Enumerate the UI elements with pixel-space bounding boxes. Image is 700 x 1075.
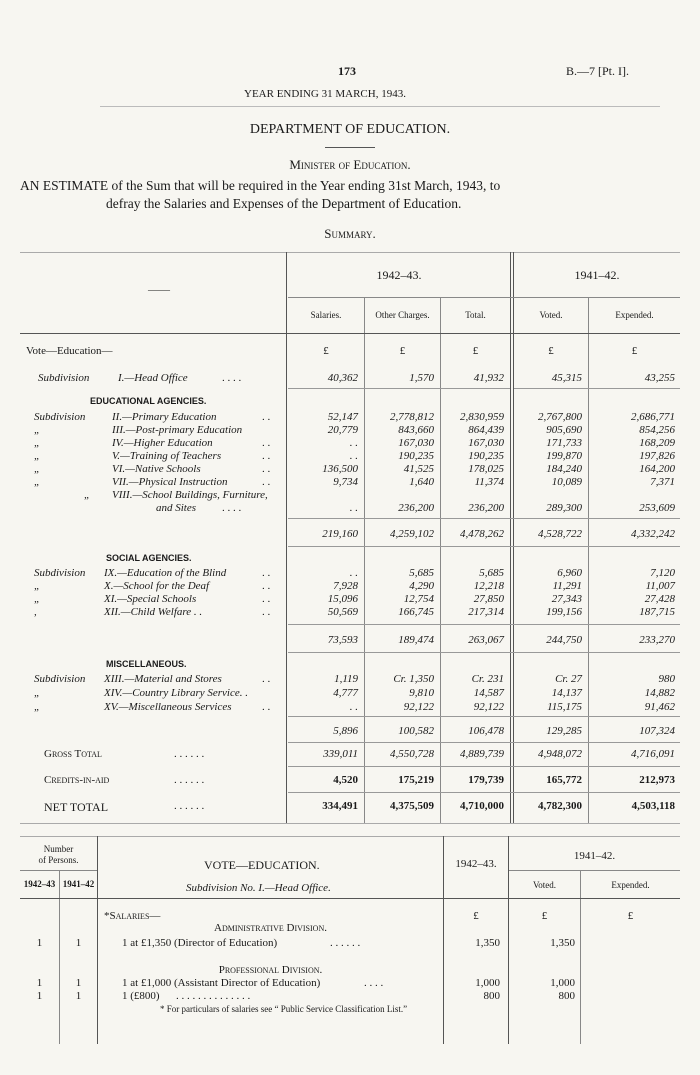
footnote: * For particulars of salaries see “ Public Service Classification List.”: [160, 1004, 408, 1014]
vote-pound-voted: £: [541, 910, 548, 922]
credits-total: 179,739: [468, 774, 504, 786]
row-dots: . .: [262, 567, 271, 579]
social-subtotal-expended: 233,270: [639, 634, 675, 646]
number-label: Number: [43, 844, 74, 854]
gross-total: 4,889,739: [460, 748, 504, 760]
head-office-dots: . . . .: [222, 372, 242, 384]
prof-n1: 1: [36, 990, 43, 1002]
net-salaries: 334,491: [322, 800, 358, 812]
prof-dots: . . . .: [364, 977, 384, 989]
edu-viii-expended: 253,609: [639, 502, 675, 514]
row-total: 217,314: [468, 606, 504, 618]
row-dots: . .: [262, 701, 271, 713]
row-dots: . .: [262, 673, 271, 685]
row-voted: 2,767,800: [538, 411, 582, 423]
vote-prev-rule: [509, 870, 680, 871]
credits-other: 175,219: [398, 774, 434, 786]
head-office-rule: [288, 388, 510, 389]
edu-viii-label: VIII.—School Buildings, Furniture,: [112, 489, 268, 501]
row-total: 11,374: [474, 476, 504, 488]
vote-vline-persons: [97, 836, 98, 1044]
persons-year-2: 1941–42: [62, 879, 95, 889]
row-label: IV.—Higher Education: [112, 437, 213, 449]
credits-label: Credits-in-aid: [44, 774, 110, 786]
row-prefix: „: [34, 476, 41, 488]
row-voted: 11,291: [552, 580, 582, 592]
head-office-expended: 43,255: [644, 372, 675, 384]
row-other-charges: 1,640: [409, 476, 434, 488]
edu-subtotal-rule: [288, 546, 680, 547]
prof-current: 800: [483, 990, 500, 1002]
row-salaries: . .: [349, 567, 358, 579]
row-voted: 905,690: [546, 424, 582, 436]
head-office-other: 1,570: [409, 372, 434, 384]
social-heading: SOCIAL AGENCIES.: [106, 553, 192, 563]
social-subtotal-voted: 244,750: [546, 634, 582, 646]
summary-top-rule: [20, 252, 680, 253]
vote-vline-voted: [580, 870, 581, 1044]
net-dots: . . . . . .: [174, 800, 205, 812]
edu-viii-dots: . . . .: [222, 502, 242, 514]
row-voted: 184,240: [546, 463, 582, 475]
row-expended: 980: [658, 673, 675, 685]
vote-pound-expended: £: [627, 910, 634, 922]
misc-heading: MISCELLANEOUS.: [106, 659, 187, 669]
row-prefix: Subdivision: [34, 567, 86, 579]
row-expended: 7,120: [650, 567, 675, 579]
header-rule: [100, 106, 660, 107]
row-salaries: 52,147: [327, 411, 358, 423]
row-prefix: „: [34, 580, 41, 592]
vote-subtitle: Subdivision No. I.—Head Office.: [186, 882, 331, 894]
row-label: V.—Training of Teachers: [112, 450, 222, 462]
misc-subtotal-rule: [288, 742, 680, 743]
credits-dots: . . . . . .: [174, 774, 205, 786]
row-prefix: „: [34, 437, 41, 449]
row-salaries: 1,119: [334, 673, 358, 685]
row-other-charges: 4,290: [409, 580, 434, 592]
head-office-total: 41,932: [473, 372, 504, 384]
edu-heading: EDUCATIONAL AGENCIES.: [90, 396, 207, 406]
row-label: II.—Primary Education: [112, 411, 217, 423]
prof-division: Professional Division.: [218, 964, 323, 976]
credits-rule: [288, 792, 680, 793]
row-expended: 197,826: [639, 450, 675, 462]
row-dots: . .: [262, 593, 271, 605]
net-label: NET TOTAL: [44, 800, 109, 814]
summary-year-current: 1942–43.: [376, 268, 422, 282]
row-dots: . .: [262, 580, 271, 592]
row-expended: 168,209: [639, 437, 675, 449]
row-voted: 115,175: [547, 701, 582, 713]
row-prefix: Subdivision: [34, 673, 86, 685]
row-salaries: 20,779: [327, 424, 358, 436]
misc-subtotal-voted: 129,285: [546, 725, 582, 737]
row-expended: 164,200: [639, 463, 675, 475]
row-salaries: 15,096: [327, 593, 358, 605]
prof-n2: 1: [75, 977, 82, 989]
admin-division: Administrative Division.: [214, 922, 327, 934]
prof-voted: 800: [558, 990, 575, 1002]
edu-viii-total: 236,200: [468, 502, 504, 514]
row-prefix: „: [34, 463, 41, 475]
row-expended: 14,882: [644, 687, 675, 699]
vote-col-expended: Expended.: [611, 880, 650, 890]
row-voted: 171,733: [546, 437, 582, 449]
prof-n2: 1: [75, 990, 82, 1002]
row-expended: 91,462: [644, 701, 675, 713]
admin-current: 1,350: [475, 937, 500, 949]
misc-subtotal-expended: 107,324: [639, 725, 675, 737]
gross-other: 4,550,728: [390, 748, 434, 760]
social-subtotal-salaries: 73,593: [327, 634, 358, 646]
row-dots: . .: [262, 437, 271, 449]
row-total: 12,218: [473, 580, 504, 592]
row-other-charges: 843,660: [398, 424, 434, 436]
row-label: XI.—Special Schools: [104, 593, 197, 605]
row-total: 92,122: [473, 701, 504, 713]
row-total: 5,685: [479, 567, 504, 579]
row-other-charges: Cr. 1,350: [393, 673, 434, 685]
prof-text: 1 at £1,000 (Assistant Director of Education): [122, 977, 321, 989]
vote-pound-current: £: [473, 910, 479, 922]
vote-label: Vote—Education—: [26, 345, 113, 357]
row-prefix: „: [34, 593, 41, 605]
row-label: XIII.—Material and Stores: [104, 673, 222, 685]
vote-top-rule: [20, 836, 680, 837]
row-voted: 6,960: [557, 567, 582, 579]
row-prefix: „: [34, 424, 41, 436]
persons-label: of Persons.: [38, 855, 79, 865]
row-label: XV.—Miscellaneous Services: [104, 701, 232, 713]
admin-n2: 1: [75, 937, 82, 949]
admin-n1: 1: [36, 937, 43, 949]
edu-subtotal-expended: 4,332,242: [631, 528, 675, 540]
row-total: 27,850: [473, 593, 504, 605]
pound-total: £: [472, 345, 479, 357]
vote-vline-years: [59, 870, 60, 1044]
row-expended: 11,007: [645, 580, 675, 592]
document-reference: B.—7 [Pt. I].: [566, 64, 629, 78]
row-prefix: „: [34, 450, 41, 462]
row-expended: 854,256: [639, 424, 675, 436]
estimate-line-1: AN ESTIMATE of the Sum that will be required in the Year ending 31st March, 1943, to: [20, 178, 501, 193]
page-number: 173: [338, 64, 356, 78]
row-salaries: . .: [349, 701, 358, 713]
head-office-salaries: 40,362: [327, 372, 358, 384]
net-total: 4,710,000: [460, 800, 504, 812]
summary-vline-mid: [510, 252, 511, 823]
net-other: 4,375,509: [390, 800, 434, 812]
vote-col-current: 1942–43.: [455, 858, 497, 870]
row-other-charges: 9,810: [409, 687, 434, 699]
row-expended: 2,686,771: [631, 411, 675, 423]
row-salaries: 4,777: [333, 687, 358, 699]
pound-other: £: [399, 345, 406, 357]
persons-year-1: 1942–43: [23, 879, 56, 889]
row-total: 167,030: [468, 437, 504, 449]
edu-rule: [288, 518, 680, 519]
row-prefix: „: [34, 701, 41, 713]
summary-vline-left: [286, 252, 287, 823]
row-dots: . .: [262, 411, 271, 423]
row-prefix: „: [34, 687, 41, 699]
head-office-voted: 45,315: [551, 372, 582, 384]
row-label: X.—School for the Deaf: [104, 580, 210, 592]
prof-text: 1 (£800): [122, 990, 160, 1002]
row-prefix: Subdivision: [34, 411, 86, 423]
row-dots: . .: [262, 606, 271, 618]
row-other-charges: 2,778,812: [390, 411, 434, 423]
prof-current: 1,000: [475, 977, 500, 989]
row-total: 190,235: [468, 450, 504, 462]
net-expended: 4,503,118: [631, 800, 675, 812]
row-label: XII.—Child Welfare . .: [104, 606, 203, 618]
summary-header-rule: [20, 333, 680, 334]
edu-viii-voted: 289,300: [546, 502, 582, 514]
row-other-charges: 5,685: [409, 567, 434, 579]
head-office-sub: Subdivision: [38, 372, 90, 384]
col-other-charges: Other Charges.: [375, 310, 430, 320]
row-other-charges: 166,745: [398, 606, 434, 618]
pound-voted: £: [548, 345, 554, 357]
row-salaries: 136,500: [322, 463, 358, 475]
summary-year-previous: 1941–42.: [574, 268, 620, 282]
head-office-rule-prev: [514, 388, 680, 389]
row-total: 14,587: [473, 687, 504, 699]
row-prefix: ,: [34, 606, 37, 618]
row-dots: . .: [262, 463, 271, 475]
title-rule: [325, 147, 375, 148]
admin-text: 1 at £1,350 (Director of Education): [122, 937, 278, 949]
gross-dots: . . . . . .: [174, 748, 205, 760]
gross-expended: 4,716,091: [631, 748, 675, 760]
misc-subtotal-salaries: 5,896: [333, 725, 358, 737]
edu-subtotal-total: 4,478,262: [460, 528, 504, 540]
minister-title: Minister of Education.: [289, 157, 411, 172]
row-other-charges: 41,525: [403, 463, 434, 475]
edu-viii-salaries: . .: [349, 502, 358, 514]
row-voted: 10,089: [551, 476, 582, 488]
vote-col-previous: 1941–42.: [573, 850, 616, 862]
col-expended: Expended.: [615, 310, 654, 320]
estimate-line-2: defray the Salaries and Expenses of the Department of Education.: [106, 196, 462, 211]
row-expended: 7,371: [650, 476, 675, 488]
row-total: Cr. 231: [471, 673, 504, 685]
row-voted: Cr. 27: [555, 673, 582, 685]
row-other-charges: 167,030: [398, 437, 434, 449]
department-title: DEPARTMENT OF EDUCATION.: [249, 122, 451, 137]
credits-voted: 165,772: [546, 774, 582, 786]
row-other-charges: 92,122: [403, 701, 434, 713]
misc-subtotal-other: 100,582: [398, 725, 434, 737]
credits-salaries: 4,520: [333, 774, 358, 786]
row-other-charges: 190,235: [398, 450, 434, 462]
row-voted: 27,343: [551, 593, 582, 605]
row-dots: . .: [262, 450, 271, 462]
edu-viii-prefix: „: [84, 489, 91, 501]
edu-viii-other: 236,200: [398, 502, 434, 514]
row-total: 2,830,959: [460, 411, 504, 423]
edu-subtotal-salaries: 219,160: [322, 528, 358, 540]
summary-year-rule: [288, 297, 680, 298]
row-label: IX.—Education of the Blind: [104, 567, 227, 579]
social-subtotal-rule: [288, 652, 680, 653]
head-office-label: I.—Head Office: [118, 372, 188, 384]
edu-subtotal-voted: 4,528,722: [538, 528, 582, 540]
edu-subtotal-other: 4,259,102: [390, 528, 434, 540]
row-salaries: 9,734: [333, 476, 358, 488]
row-label: XIV.—Country Library Service. .: [104, 687, 249, 699]
edu-viii-label-2: and Sites: [156, 502, 197, 514]
row-label: III.—Post-primary Education: [112, 424, 243, 436]
row-expended: 187,715: [639, 606, 675, 618]
summary-dash: ——: [148, 284, 170, 296]
vote-header-rule: [20, 898, 680, 899]
row-expended: 27,428: [644, 593, 675, 605]
net-voted: 4,782,300: [538, 800, 582, 812]
admin-voted: 1,350: [550, 937, 575, 949]
misc-subtotal-total: 106,478: [468, 725, 504, 737]
social-rule: [288, 624, 680, 625]
row-label: VI.—Native Schools: [112, 463, 201, 475]
row-total: 178,025: [468, 463, 504, 475]
row-salaries: 50,569: [327, 606, 358, 618]
credits-expended: 212,973: [639, 774, 675, 786]
gross-rule: [288, 766, 680, 767]
prof-n1: 1: [36, 977, 43, 989]
col-voted: Voted.: [539, 310, 563, 320]
gross-voted: 4,948,072: [538, 748, 582, 760]
row-other-charges: 12,754: [403, 593, 434, 605]
salaries-label: *Salaries—: [104, 910, 161, 922]
summary-bottom-rule: [20, 823, 680, 824]
gross-label: Gross Total: [44, 748, 102, 760]
year-line: YEAR ENDING 31 MARCH, 1943.: [244, 88, 406, 100]
social-subtotal-other: 189,474: [398, 634, 434, 646]
vote-persons-rule: [20, 870, 97, 871]
col-salaries: Salaries.: [310, 310, 342, 320]
row-voted: 14,137: [551, 687, 582, 699]
row-salaries: . .: [349, 450, 358, 462]
row-salaries: . .: [349, 437, 358, 449]
pound-expended: £: [631, 345, 638, 357]
summary-title: Summary.: [324, 226, 376, 241]
pound-salaries: £: [323, 345, 329, 357]
misc-rule: [288, 716, 680, 717]
prof-dots: . . . . . . . . . . . . . .: [176, 990, 251, 1002]
vote-col-voted: Voted.: [532, 880, 557, 890]
row-salaries: 7,928: [333, 580, 358, 592]
col-total: Total.: [465, 310, 486, 320]
row-dots: . .: [262, 476, 271, 488]
prof-voted: 1,000: [550, 977, 575, 989]
row-voted: 199,156: [546, 606, 582, 618]
row-voted: 199,870: [546, 450, 582, 462]
social-subtotal-total: 263,067: [468, 634, 504, 646]
row-label: VII.—Physical Instruction: [112, 476, 228, 488]
vote-title: VOTE—EDUCATION.: [204, 858, 320, 872]
row-total: 864,439: [468, 424, 504, 436]
admin-dots: . . . . . .: [330, 937, 361, 949]
gross-salaries: 339,011: [323, 748, 358, 760]
